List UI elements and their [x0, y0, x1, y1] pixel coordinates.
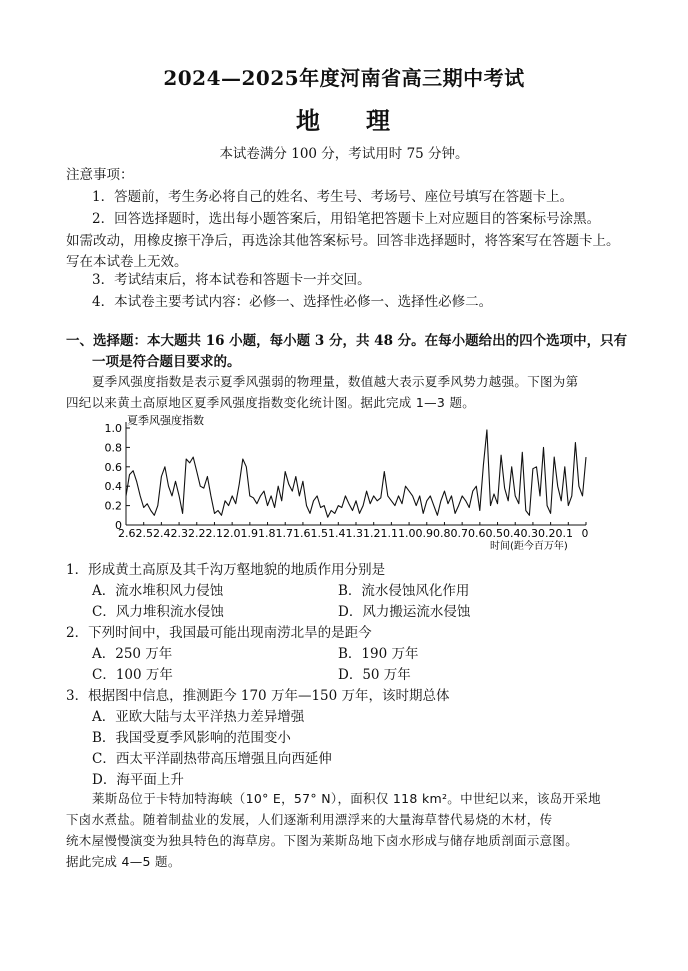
question-2: 2．下列时间中，我国最可能出现南涝北旱的是距今 — [66, 625, 372, 641]
q2-option-b: B．190 万年 — [338, 646, 419, 662]
notes-heading: 注意事项： — [66, 167, 134, 183]
passage-line-d: 据此完成 4—5 题。 — [66, 854, 181, 869]
q3-option-d: D．海平面上升 — [92, 772, 184, 788]
y-tick-label: 0.2 — [104, 499, 122, 513]
q1-option-b: B．流水侵蚀风化作用 — [338, 583, 470, 599]
x-axis — [126, 522, 586, 525]
question-1: 1．形成黄土高原及其千沟万壑地貌的地质作用分别是 — [66, 562, 386, 578]
question-3: 3．根据图中信息，推测距今 170 万年—150 万年，该时期总体 — [66, 688, 450, 704]
chart-title: 夏季风强度指数 — [127, 414, 204, 427]
subject-char-2: 理 — [366, 106, 392, 135]
note-2a: 2．回答选择题时，选出每小题答案后，用铅笔把答题卡上对应题目的答案标号涂黑。 — [92, 211, 601, 227]
note-4: 4．本试卷主要考试内容：必修一、选择性必修一、选择性必修二。 — [92, 294, 493, 310]
passage-line-b: 下卤水煮盐。随着制盐业的发展，人们逐渐利用漂浮来的大量海草替代易烧的木材，传 — [66, 812, 553, 827]
q1-option-a: A．流水堆积风力侵蚀 — [92, 583, 224, 599]
q2-option-c: C．100 万年 — [92, 667, 173, 683]
subject-char-1: 地 — [296, 106, 322, 135]
intro-line-a: 夏季风强度指数是表示夏季风强弱的物理量，数值越大表示夏季风势力越强。下图为第 — [92, 374, 579, 389]
q2-option-a: A．250 万年 — [92, 646, 173, 662]
passage-line-c: 统木屋慢慢演变为独具特色的海草房。下图为莱斯岛地下卤水形成与储存地质剖面示意图。 — [66, 833, 579, 848]
x-tick-label-0: 0 — [581, 528, 589, 540]
subject-title — [0, 101, 688, 136]
q3-option-c: C．西太平洋副热带高压增强且向西延伸 — [92, 751, 332, 767]
monsoon-index-chart — [90, 408, 600, 554]
q3-option-b: B．我国受夏季风影响的范围变小 — [92, 730, 291, 746]
section-heading-b: 一项是符合题目要求的。 — [92, 354, 241, 370]
x-tick-labels: 2.62.52.42.32.22.12.01.91.81.71.61.51.41.31.21.11.00.90.80.70.60.50.40.30.20.1 — [118, 528, 573, 540]
q1-option-c: C．风力堆积流水侵蚀 — [92, 604, 224, 620]
q2-option-d: D．50 万年 — [338, 667, 411, 683]
series-line-0 — [126, 430, 586, 517]
q1-option-d: D．风力搬运流水侵蚀 — [338, 604, 471, 620]
section-heading-a: 一、选择题：本大题共 16 小题，每小题 3 分，共 48 分。在每小题给出的四个选项中，只有 — [66, 333, 628, 349]
series-layer — [126, 430, 586, 517]
note-1: 1．答题前，考生务必将自己的姓名、考生号、考场号、座位号填写在答题卡上。 — [92, 189, 574, 205]
passage-line-a: 莱斯岛位于卡特加特海峡（10° E，57° N），面积仅 118 km²。中世纪以来，该岛开采地 — [92, 791, 601, 806]
exam-info: 本试卷满分 100 分，考试用时 75 分钟。 — [219, 146, 469, 162]
exam-title: 2024—2025年度河南省高三期中考试 — [163, 66, 525, 90]
x-axis-label: 时间(距今百万年) — [490, 541, 568, 552]
note-2c: 写在本试卷上无效。 — [66, 254, 188, 270]
note-3: 3．考试结束后，将本试卷和答题卡一并交回。 — [92, 272, 371, 288]
y-tick-label: 0.8 — [104, 441, 122, 455]
y-axis — [105, 422, 131, 532]
q3-option-a: A．亚欧大陆与太平洋热力差异增强 — [92, 709, 305, 725]
y-tick-label: 0.6 — [104, 460, 122, 474]
note-2b: 如需改动，用橡皮擦干净后，再选涂其他答案标号。回答非选择题时，将答案写在答题卡上。 — [66, 233, 620, 249]
y-tick-label: 1.0 — [104, 422, 122, 435]
intro-line-b: 四纪以来黄土高原地区夏季风强度指数变化统计图。据此完成 1—3 题。 — [66, 395, 476, 410]
y-tick-label: 0 — [115, 519, 122, 532]
y-tick-label: 0.4 — [104, 480, 122, 494]
